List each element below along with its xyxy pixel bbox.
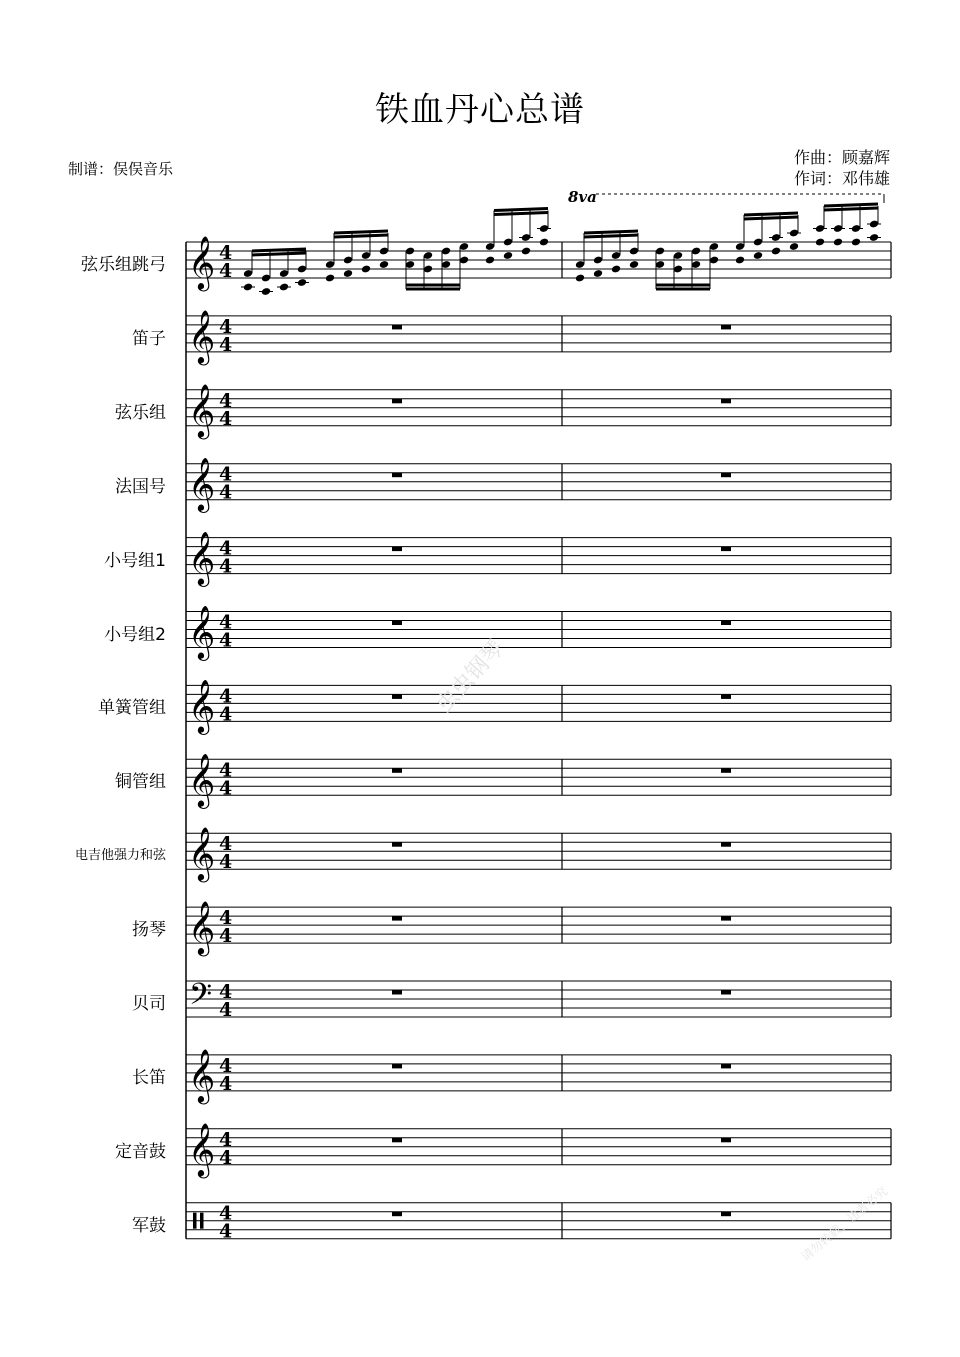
- whole-rest: [721, 621, 731, 626]
- whole-rest: [392, 694, 402, 699]
- beam: [494, 213, 548, 215]
- time-sig-denominator: 4: [219, 999, 233, 1021]
- beam: [744, 213, 798, 215]
- staff-11: [186, 978, 891, 1021]
- notehead: [815, 238, 825, 247]
- beam-group: [655, 242, 719, 289]
- arranger-credit: 制谱：俣俣音乐: [68, 160, 174, 178]
- staff-10: [186, 900, 891, 956]
- treble-clef: 𝄞: [188, 900, 216, 955]
- notehead: [485, 256, 495, 265]
- whole-rest: [721, 1064, 731, 1069]
- staff-14: [186, 1203, 891, 1243]
- instrument-name: 长笛: [132, 1067, 166, 1088]
- whole-rest: [721, 399, 731, 404]
- notehead: [593, 269, 603, 278]
- notehead: [325, 274, 335, 283]
- whole-rest: [721, 547, 731, 552]
- composer-credit: 作曲：顾嘉辉: [793, 148, 890, 167]
- time-sig-denominator: 4: [219, 925, 233, 948]
- beam-group: [575, 231, 639, 282]
- beam-group: [735, 213, 801, 264]
- time-sig-numerator: 4: [219, 537, 233, 560]
- beam: [252, 253, 306, 255]
- strings-spiccato-notes: [241, 204, 881, 296]
- staff-12: [186, 1048, 891, 1104]
- notehead: [611, 265, 621, 274]
- instrument-name: 小号组2: [104, 624, 166, 645]
- time-sig-denominator: 4: [219, 260, 233, 282]
- beam: [824, 204, 878, 206]
- treble-clef: 𝄞: [188, 678, 216, 733]
- staff-6: [186, 605, 891, 661]
- instrument-name: 定音鼓: [115, 1141, 166, 1162]
- notehead: [789, 242, 799, 251]
- time-sig-denominator: 4: [219, 1072, 233, 1095]
- watermark: 虫虫钢琴: [431, 635, 510, 718]
- staff-7: [186, 678, 891, 734]
- beam-group: [241, 249, 309, 296]
- whole-rest: [721, 325, 731, 330]
- staff-8: [186, 752, 891, 808]
- time-sig-numerator: 4: [219, 685, 233, 708]
- instrument-name: 法国号: [115, 476, 166, 497]
- instrument-name: 电吉他强力和弦: [74, 848, 166, 864]
- time-sig-denominator: 4: [219, 777, 233, 800]
- lyricist-credit: 作词：邓伟雄: [793, 169, 890, 188]
- notehead: [735, 256, 745, 265]
- treble-clef: 𝄞: [188, 308, 216, 363]
- treble-clef: 𝄞: [188, 456, 216, 511]
- time-sig-denominator: 4: [219, 481, 233, 504]
- time-sig-numerator: 4: [219, 611, 233, 634]
- whole-rest: [721, 473, 731, 478]
- beam-group: [813, 204, 881, 246]
- whole-rest: [392, 842, 402, 847]
- staff-13: [186, 1122, 891, 1178]
- time-sig-denominator: 4: [219, 1146, 233, 1169]
- notehead: [379, 260, 389, 269]
- staff-4: [186, 457, 891, 513]
- watermark-corner: 请勿转载，违者必究: [798, 1183, 891, 1264]
- beam: [334, 235, 388, 237]
- notehead: [361, 265, 371, 274]
- notehead: [833, 238, 843, 247]
- beam-group: [405, 242, 469, 289]
- whole-rest: [392, 473, 402, 478]
- treble-clef: 𝄞: [188, 604, 216, 659]
- instrument-name: 单簧管组: [98, 698, 166, 719]
- time-sig-numerator: 4: [219, 981, 233, 1003]
- staff-1: [186, 235, 891, 291]
- percussion-clef: [200, 1213, 204, 1229]
- staff-9: [186, 826, 891, 882]
- time-sig-denominator: 4: [219, 333, 233, 356]
- notehead: [753, 251, 763, 260]
- time-sig-denominator: 4: [219, 851, 233, 874]
- time-sig-denominator: 4: [219, 407, 233, 430]
- whole-rest: [392, 990, 402, 995]
- whole-rest: [392, 399, 402, 404]
- time-sig-numerator: 4: [219, 907, 233, 930]
- beam: [334, 231, 388, 233]
- staff-3: [186, 383, 891, 439]
- time-sig-numerator: 4: [219, 315, 233, 338]
- time-sig-numerator: 4: [219, 759, 233, 782]
- notehead: [771, 247, 781, 256]
- time-sig-denominator: 4: [219, 703, 233, 726]
- instrument-name: 笛子: [132, 328, 166, 349]
- whole-rest: [721, 916, 731, 921]
- notehead: [575, 274, 585, 283]
- time-sig-denominator: 4: [219, 555, 233, 578]
- instrument-name: 贝司: [132, 994, 166, 1014]
- treble-clef: 𝄞: [188, 530, 216, 585]
- time-sig-numerator: 4: [219, 389, 233, 412]
- whole-rest: [721, 694, 731, 699]
- time-sig-numerator: 4: [219, 242, 233, 264]
- beam: [252, 249, 306, 251]
- beam-group: [325, 231, 389, 282]
- instrument-name: 铜管组: [115, 772, 166, 793]
- whole-rest: [721, 1212, 731, 1217]
- whole-rest: [721, 768, 731, 773]
- instrument-name: 小号组1: [104, 550, 166, 571]
- instrument-name: 弦乐组跳弓: [81, 255, 166, 275]
- treble-clef: 𝄞: [188, 752, 216, 807]
- time-sig-numerator: 4: [219, 463, 233, 486]
- whole-rest: [392, 621, 402, 626]
- instrument-name: 军鼓: [132, 1215, 166, 1236]
- time-sig-numerator: 4: [219, 833, 233, 856]
- time-sig-denominator: 4: [219, 629, 233, 652]
- staff-5: [186, 531, 891, 587]
- whole-rest: [392, 1064, 402, 1069]
- whole-rest: [392, 916, 402, 921]
- ottava-mark: 8va: [568, 188, 597, 206]
- instrument-name: 扬琴: [132, 920, 166, 941]
- beam-group: [485, 209, 551, 265]
- beam: [584, 235, 638, 237]
- time-sig-numerator: 4: [219, 1054, 233, 1077]
- treble-clef: 𝄞: [188, 382, 216, 437]
- whole-rest: [392, 1138, 402, 1143]
- treble-clef: 𝄞: [188, 1121, 216, 1176]
- instrument-name: 弦乐组: [115, 402, 166, 423]
- notehead: [629, 260, 639, 269]
- notehead: [851, 238, 861, 247]
- score-title: 铁血丹心总谱: [375, 90, 585, 130]
- percussion-clef: [193, 1213, 197, 1229]
- notehead: [539, 238, 549, 247]
- treble-clef: 𝄞: [188, 1047, 216, 1102]
- whole-rest: [721, 990, 731, 995]
- notehead: [503, 251, 513, 260]
- beam: [494, 209, 548, 211]
- time-sig-numerator: 4: [219, 1128, 233, 1151]
- time-sig-numerator: 4: [219, 1202, 233, 1225]
- whole-rest: [392, 1212, 402, 1217]
- whole-rest: [721, 842, 731, 847]
- time-sig-denominator: 4: [219, 1220, 233, 1243]
- notehead: [521, 247, 531, 256]
- staff-2: [186, 309, 891, 365]
- treble-clef: 𝄞: [188, 235, 216, 289]
- whole-rest: [392, 768, 402, 773]
- beam: [824, 208, 878, 210]
- bass-clef: 𝄢: [189, 978, 213, 1019]
- treble-clef: 𝄞: [188, 826, 216, 881]
- whole-rest: [721, 1138, 731, 1143]
- whole-rest: [392, 325, 402, 330]
- beam: [584, 231, 638, 233]
- whole-rest: [392, 547, 402, 552]
- notehead: [343, 269, 353, 278]
- beam: [744, 217, 798, 219]
